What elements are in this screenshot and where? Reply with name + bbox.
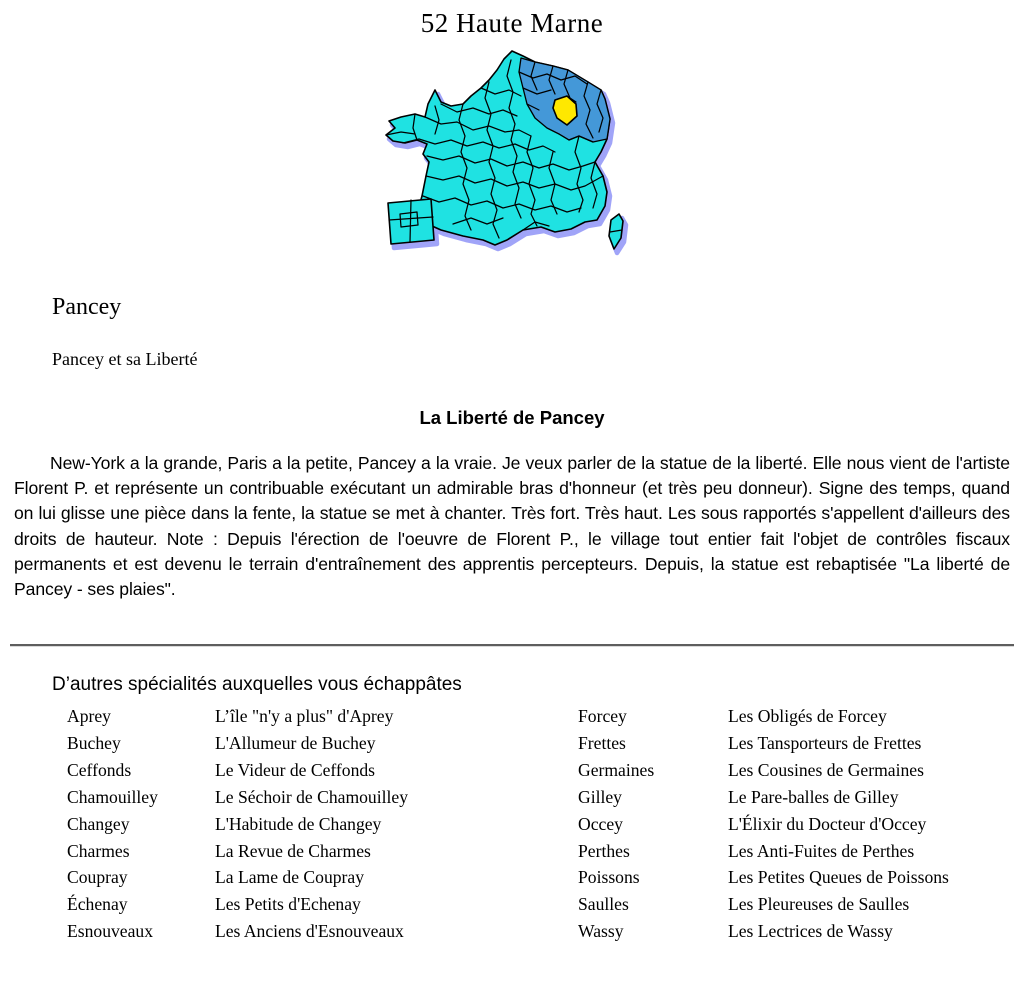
village-subheading: Pancey et sa Liberté: [52, 349, 198, 369]
specialty-text: Les Tansporteurs de Frettes: [728, 732, 922, 753]
specialty-text: Les Anti-Fuites de Perthes: [728, 840, 915, 861]
specialties-heading: D’autres spécialités auxquelles vous échappâtes: [52, 674, 462, 695]
specialty-text: Les Anciens d'Esnouveaux: [215, 921, 404, 942]
specialty-text: Les Cousines de Germaines: [728, 759, 924, 780]
article-title: La Liberté de Pancey: [419, 407, 605, 428]
specialty-text: Les Petits d'Echenay: [215, 894, 361, 915]
specialty-text: Le Videur de Ceffonds: [215, 759, 376, 780]
place-name: Frettes: [578, 732, 626, 753]
place-name: Poissons: [578, 867, 640, 888]
place-name: Échenay: [67, 894, 128, 915]
specialties-table: [67, 703, 1014, 945]
village-heading: Pancey: [52, 294, 122, 320]
place-name: Chamouilley: [67, 786, 158, 807]
page-title: 52 Haute Marne: [420, 8, 604, 38]
specialty-text: Le Séchoir de Chamouilley: [215, 786, 408, 807]
france-departments-map: [383, 44, 633, 258]
place-name: Perthes: [578, 840, 630, 861]
place-name: Saulles: [578, 894, 629, 915]
france-map-svg: [383, 44, 633, 258]
horizontal-rule: [10, 644, 1014, 647]
specialty-text: L’île "n'y a plus" d'Aprey: [215, 706, 394, 726]
specialty-text: Les Petites Queues de Poissons: [728, 867, 949, 888]
specialty-text: L'Allumeur de Buchey: [215, 732, 376, 753]
place-name: Wassy: [578, 921, 624, 942]
place-name: Changey: [67, 813, 130, 834]
place-name: Ceffonds: [67, 759, 132, 780]
place-name: Germaines: [578, 759, 655, 780]
place-name: Esnouveaux: [67, 921, 153, 942]
specialty-text: L'Élixir du Docteur d'Occey: [728, 813, 927, 834]
place-name: Coupray: [67, 867, 128, 888]
idf-inset: [388, 199, 434, 244]
specialty-text: Le Pare-balles de Gilley: [728, 786, 899, 807]
specialty-text: L'Habitude de Changey: [215, 813, 382, 834]
place-name: Gilley: [578, 786, 622, 807]
specialty-text: Les Obligés de Forcey: [728, 706, 887, 726]
place-name: Buchey: [67, 732, 121, 753]
specialty-text: La Lame de Coupray: [215, 867, 364, 888]
specialty-text: Les Lectrices de Wassy: [728, 921, 893, 942]
place-name: Occey: [578, 813, 623, 834]
specialty-text: Les Pleureuses de Saulles: [728, 894, 910, 915]
place-name: Aprey: [67, 706, 111, 726]
article-body: New-York a la grande, Paris a la petite, Pancey a la vraie. Je veux parler de la statue de la liberté. Elle nous vient de l'artiste Florent P. et représente un contribuable exécutant un admirable bras d'honneur (et très peu donneur). Signe des temps, quand on lui glisse une pièce dans la fente, la statue se met à chanter. Très fort. Très haut. Les sous rapportés s'appellent d'ailleurs des droits de hauteur. Note : Depuis l'érection de l'oeuvre de Florent P., le village tout entier fait l'objet de contrôles fiscaux permanents et est devenu le terrain d'entraînement des apprentis percepteurs. Depuis, la statue est rebaptisée "La liberté de Pancey - ses plaies".: [14, 453, 1010, 600]
place-name: Forcey: [578, 706, 627, 726]
place-name: Charmes: [67, 840, 130, 861]
specialty-text: La Revue de Charmes: [215, 840, 371, 861]
